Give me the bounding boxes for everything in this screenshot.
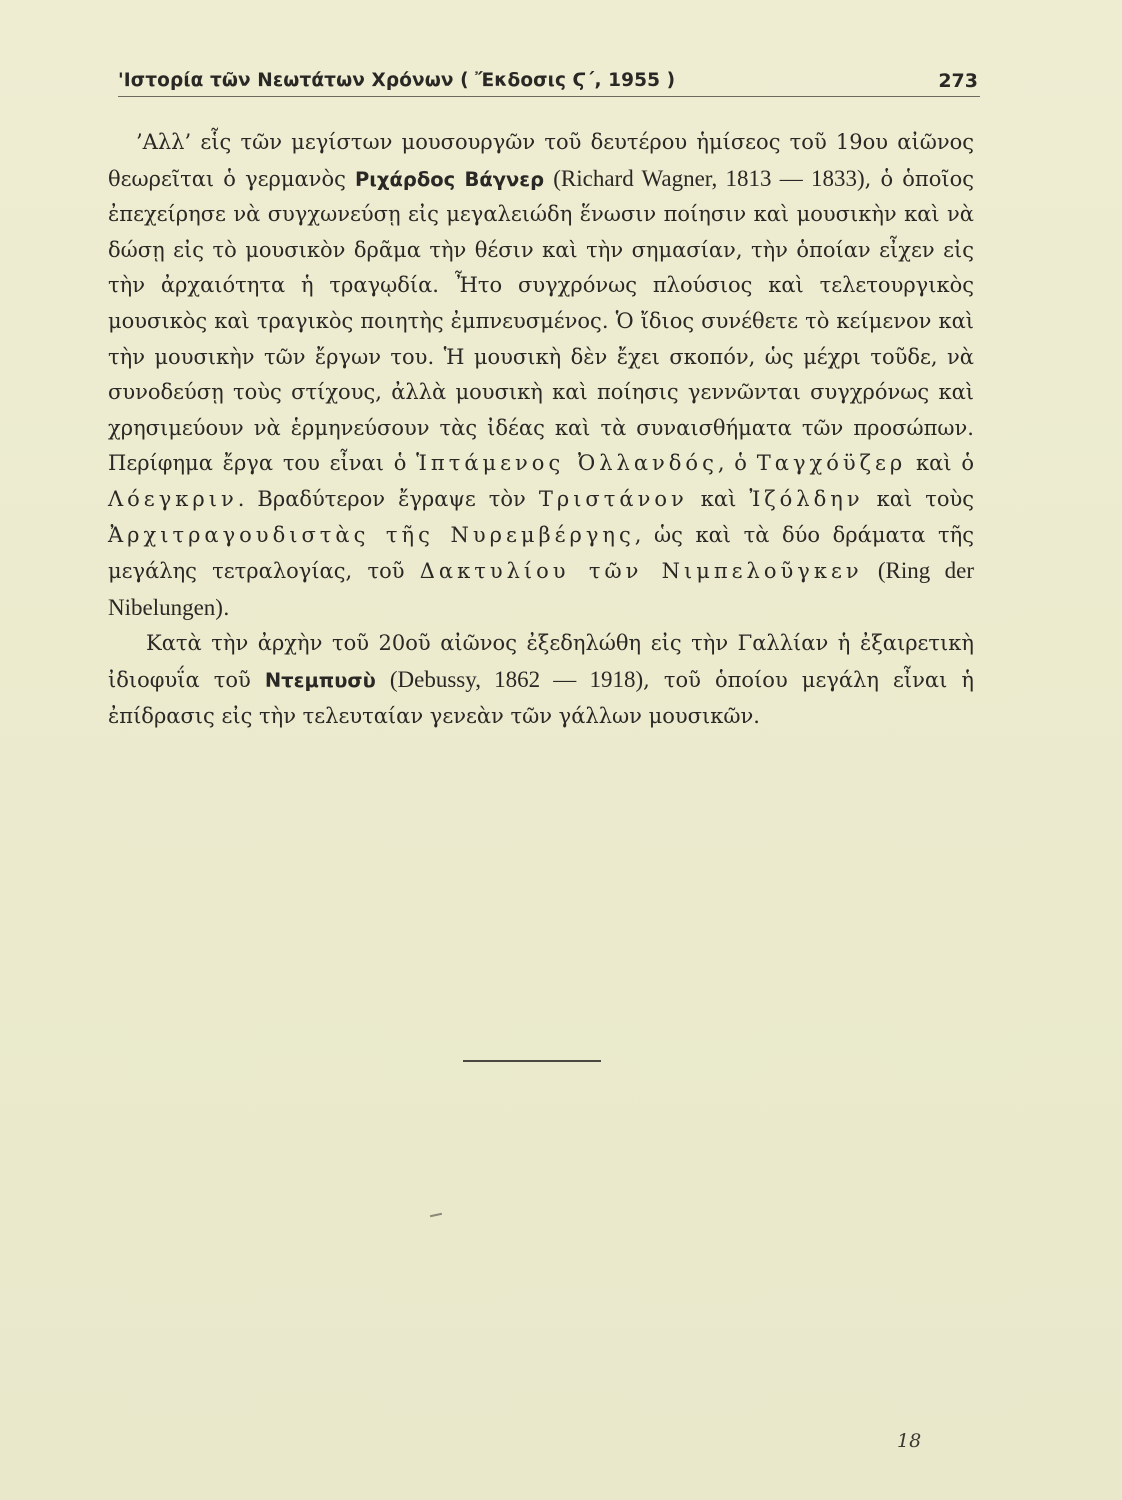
composer-name-debussy: Ντεμπυσὺ: [264, 668, 376, 692]
text-run: , τοῦ ὁποίου μεγάλη εἶναι ἡ ἐπίδρασις εἰς τὴν τελευταίαν γενεὰν τῶν γάλλων μουσικῶν.: [108, 667, 974, 728]
body-text: [108, 125, 974, 734]
text-run: καὶ τοὺς: [863, 486, 975, 511]
text-run: , ὁ: [717, 451, 757, 476]
text-run: , ὁ ὁποῖος ἐπεχείρησε νὰ συγχωνεύσῃ εἰς μεγαλειώδη ἕνωσιν ποίησιν καὶ μουσικὴν καὶ νὰ δώσῃ εἰς τὸ μουσικὸν δρᾶμα τὴν θέσιν καὶ τὴν σημασίαν, τὴν ὁποίαν εἶχεν εἰς τὴν ἀρχαιότητα ἡ τραγῳδία. Ἦτο συγχρόνως πλούσιος καὶ τελετουργικὸς μουσικὸς καὶ τραγικὸς ποιητὴς ἐμπνευσμένος. Ὁ ἴδιος συνέθετε τὸ κείμενον καὶ τὴν μουσικὴν τῶν ἔργων του. Ἡ μουσικὴ δὲν ἔχει σκοπόν, ὡς μέχρι τοῦδε, νὰ συνοδεύσῃ τοὺς στίχους, ἀλλὰ μουσικὴ καὶ ποίησις γεννῶνται συγχρόνως καὶ χρησιμεύουν νὰ ἑρμηνεύσουν τὰς ἰδέας καὶ τὰ συναισθήματα τῶν προσώπων. Περίφημα ἔργα του εἶναι ὁ: [108, 166, 974, 476]
text-run: . Βραδύτερον ἔγραψε τὸν: [237, 486, 539, 511]
text-run: [544, 167, 553, 191]
running-head: [118, 70, 980, 100]
work-title: Ταγχόϋζερ: [756, 451, 907, 476]
work-title: Ἀρχιτραγουδιστὰς τῆς Νυρεμβέργης: [108, 522, 635, 547]
text-run: [376, 668, 390, 692]
section-end-rule: [463, 1060, 601, 1062]
text-run: ’Αλλ’ εἷς τῶν μεγίστων μουσουργῶν τοῦ δευτέρου ἡμίσεος τοῦ 19ου αἰῶνος θεωρεῖται ὁ γερμανὸς: [108, 130, 974, 191]
paragraph-wagner: [108, 125, 974, 626]
header-rule: [118, 96, 980, 97]
work-title: Ἰζόλδην: [749, 486, 864, 511]
latin-title-ring: (Ring der Nibelungen): [108, 558, 974, 620]
latin-name-wagner: (Richard Wagner, 1813 — 1833): [553, 165, 865, 191]
text-run: [863, 559, 878, 583]
printer-signature-mark: 18: [897, 1430, 922, 1452]
work-title: Λόεγκριν: [108, 486, 238, 511]
work-title: Τριστάνον: [538, 486, 688, 511]
work-title: Ἱπτάμενος Ὀλλανδός: [416, 451, 718, 476]
latin-name-debussy: (Debussy, 1862 — 1918): [389, 666, 644, 692]
text-run: .: [222, 595, 230, 620]
composer-name-wagner: Ριχάρδος Βάγνερ: [355, 167, 545, 191]
work-title: Δακτυλίου τῶν Νιμπελοῦγκεν: [419, 559, 863, 584]
text-run: , ὡς καὶ τὰ δύο δράματα τῆς μεγάλης τετραλογίας, τοῦ: [108, 522, 974, 584]
running-title: 'Ιστορία τῶν Νεωτάτων Χρόνων ( Ἔκδοσις Ϛ΄, 1955 ): [118, 70, 676, 91]
text-run: Κατὰ τὴν ἀρχὴν τοῦ 20οῦ αἰῶνος ἐξεδηλώθη εἰς τὴν Γαλλίαν ἡ ἐξαιρετικὴ ἰδιοφυΐα τοῦ: [108, 631, 974, 692]
paragraph-debussy: [108, 626, 974, 734]
text-run: καὶ: [687, 486, 750, 511]
page-speck: [430, 1213, 442, 1217]
page-number: 273: [938, 70, 978, 92]
text-run: καὶ ὁ: [906, 451, 974, 476]
